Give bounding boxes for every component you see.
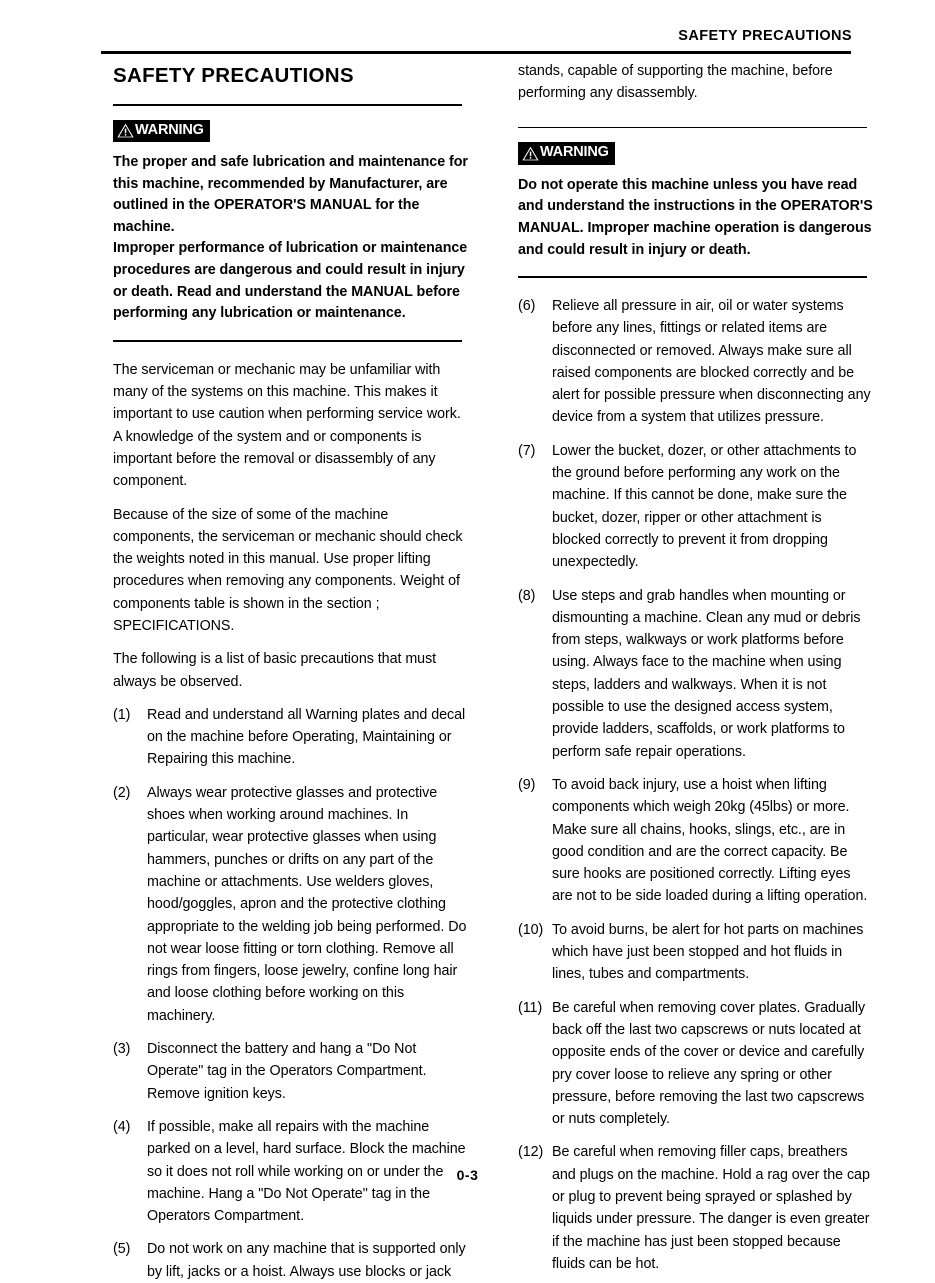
list-item-number: (8) [518,587,536,604]
list-item [113,782,468,1027]
list-item-text: Always wear protective glasses and protective shoes when working around machines. In particular, wear protective glasses when using hammers, punches or drifts on any part of the machine or attachments. Use welders gloves, hood/goggles, apron and the protective clothing appropriate to the welding job being performed. Do not wear loose fitting or torn clothing. Remove all rings from fingers, loose jewelry, confine long hair and loose clothing before working on this machinery. [147,784,467,1024]
list-item-number: (4) [113,1118,131,1135]
list-item-text: Disconnect the battery and hang a "Do Not Operate" tag in the Operators Compartment. Remove ignition keys. [147,1041,427,1102]
list-item-text: To avoid burns, be alert for hot parts on machines which have just been stopped and hot fluids in lines, tubes and compartments. [552,921,864,983]
list-item-number: (5) [113,1241,131,1258]
list-item-number: (12) [518,1144,544,1161]
list-item-number: (7) [518,442,536,459]
left-warning-paragraph-1: The proper and safe lubrication and maintenance for this machine, recommended by Manufacturer, are outlined in the OPERATOR'S MANUAL for the machine. [113,154,468,235]
list-item-text: Do not work on any machine that is supported only by lift, jacks or a hoist. Always use blocks or jack [147,1241,466,1280]
list-item-text: Be careful when removing filler caps, breathers and plugs on the machine. Hold a rag over the cap or plug to prevent being sprayed or splashed by liquids under pressure. The danger is even greater if the machine has just been stopped because fluids can be hot. [552,1144,870,1272]
list-item-number: (9) [518,776,536,793]
list-item [518,997,873,1131]
page-number: 0-3 [456,1167,479,1183]
list-item-number: (1) [113,706,131,723]
list-item-number: (2) [113,784,131,801]
right-column [518,60,873,1275]
right-warning-text [518,175,873,261]
right-top-divider [518,127,867,129]
right-continuation-paragraph: stands, capable of supporting the machine, before performing any disassembly. [518,63,833,102]
left-paragraph-3: The following is a list of basic precautions that must always be observed. [113,651,437,690]
running-header: SAFETY PRECAUTIONS [678,28,852,44]
warning-badge-label: WARNING [540,144,609,161]
list-item-text: Relieve all pressure in air, oil or water systems before any lines, fittings or related items are disconnected or removed. Always make sure all raised components are blocked correctly and be alert for possible pressure when disconnecting any device from a system that utilizes pressure. [552,298,871,426]
list-item-number: (11) [518,999,543,1016]
list-item-text: Use steps and grab handles when mounting or dismounting a machine. Clean any mud or debris from steps, walkways or work platforms before using. Always face to the machine when using steps, ladders and walkways. When it is not possible to use the designed access system, provide ladders, scaffolds, or work platforms to perform safe repair operations. [552,587,861,760]
header-divider [101,51,851,54]
left-paragraph-1: The serviceman or mechanic may be unfamiliar with many of the systems on this machine. This makes it important to use caution when performing service work. A knowledge of the system and or components is important before the removal or disassembly of any component. [113,361,461,490]
list-item [518,774,873,908]
list-item [518,295,873,429]
list-item [113,704,468,771]
list-item-text: To avoid back injury, use a hoist when lifting components which weigh 20kg (45lbs) or more. Make sure all chains, hooks, slings, etc., are in good condition and are the correct capacity. Be sure hooks are positioned correctly. Lifting eyes are not to be side loaded during a lifting operation. [552,776,868,905]
list-item-number: (6) [518,298,536,314]
left-column [113,60,468,1283]
warning-triangle-icon [117,123,134,138]
list-item [113,1238,468,1283]
left-paragraph-2: Because of the size of some of the machine components, the serviceman or mechanic should check the weights noted in this manual. Use proper lifting procedures when removing any components. Weight of components table is shown in the section ; SPECIFICATIONS. [113,506,463,634]
left-warning-paragraph-2: Improper performance of lubrication or maintenance procedures are dangerous and could result in injury or death. Read and understand the MANUAL before performing any lubrication or maintenance. [113,240,468,322]
warning-badge-left [113,120,210,143]
warning-badge-label: WARNING [135,121,204,138]
list-item [518,919,873,986]
list-item-number: (10) [518,921,544,938]
list-item [518,440,873,574]
page-title: SAFETY PRECAUTIONS [113,64,354,87]
list-item-text: Read and understand all Warning plates and decal on the machine before Operating, Maintaining or Repairing this machine. [147,706,466,768]
list-item-text: If possible, make all repairs with the machine parked on a level, hard surface. Block the machine so it does not roll while working on or under the machine. Hang a "Do Not Operate" tag in the Operators Compartment. [147,1118,466,1225]
left-warning-text [113,152,468,325]
list-item-number: (3) [113,1041,131,1058]
title-divider [113,104,462,106]
right-warning-paragraph-1: Do not operate this machine unless you have read and understand the instructions in the OPERATOR'S MANUAL. Improper machine operation is dangerous and could result in injury or death. [518,176,873,258]
list-item [518,1141,873,1275]
list-item-text: Be careful when removing cover plates. Gradually back off the last two capscrews or nuts located at opposite ends of the cover or device and carefully pry cover loose to relieve any spring or other pressure, before removing the last two capscrews or nuts completely. [552,999,866,1128]
list-item [113,1038,468,1105]
warning-badge-right [518,142,615,165]
list-item-text: Lower the bucket, dozer, or other attachments to the ground before performing any work on the machine. If this cannot be done, make sure the bucket, dozer, ripper or other attachment is blocked correctly to prevent it from dropping unexpectedly. [552,442,857,571]
warning-triangle-icon [522,146,539,161]
list-item [518,585,873,763]
